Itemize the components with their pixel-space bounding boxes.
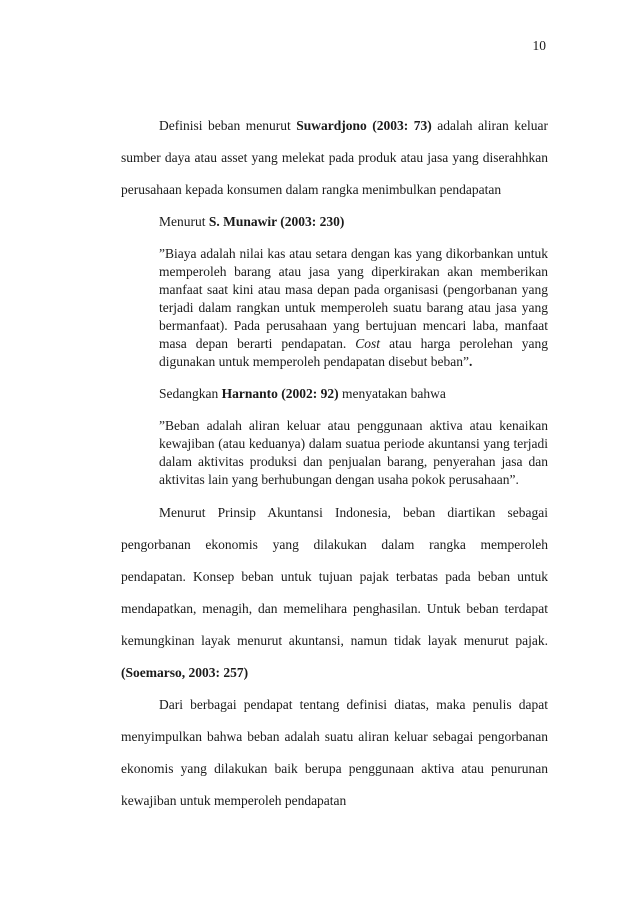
paragraph-harnanto-intro (159, 378, 548, 410)
quote-harnanto: ”Beban adalah aliran keluar atau penggunaan aktiva atau kenaikan kewajiban (atau keduanya) dalam suatua periode akuntansi yang terjadi dalam aktivitas produksi dan penjualan barang, penyerahan jasa dan aktivitas lain yang berhubungan dengan usaha pokok perusahaan”. (159, 418, 548, 487)
paragraph-pai (121, 497, 548, 689)
paragraph-text: menyatakan bahwa (338, 386, 446, 401)
citation: S. Munawir (2003: 230) (208, 214, 345, 229)
paragraph-text: Menurut (159, 214, 209, 229)
quote-end: . (469, 354, 473, 369)
page-body (121, 110, 548, 817)
paragraph-text: Definisi beban menurut (159, 118, 297, 133)
paragraph-suwardjono (121, 110, 548, 206)
paragraph-conclusion: Dari berbagai pendapat tentang definisi diatas, maka penulis dapat menyimpulkan bahwa beban adalah suatu aliran keluar sebagai pengorbanan ekonomis yang dilakukan baik berupa penggunaan aktiva atau penurunan kewajiban untuk memperoleh pendapatan (121, 697, 548, 808)
paragraph-text: adalah aliran keluar sumber daya atau asset yang melekat pada produk atau jasa yang diserahhkan perusahaan kepada konsumen dalam rangka menimbulkan pendapatan (121, 118, 548, 197)
citation: Harnanto (2002: 92) (221, 386, 339, 401)
page-number: 10 (532, 38, 546, 53)
quote-text: ”Biaya adalah nilai kas atau setara dengan kas yang dikorbankan untuk memperoleh barang atau jasa yang diperkirakan akan memberikan manfaat saat kini atau masa depan pada organisasi (pengorbanan yang terjadi dalam rangkan untuk memperoleh suatu barang atau jasa yang bermanfaat). Pada perusahaan yang bertujuan mencari laba, manfaat masa depan berarti pendapatan. (159, 246, 548, 351)
paragraph-munawir-intro (159, 206, 548, 238)
citation: Suwardjono (2003: 73) (296, 118, 432, 133)
paragraph-text: Menurut Prinsip Akuntansi Indonesia, beban diartikan sebagai pengorbanan ekonomis yang dilakukan dalam rangka memperoleh pendapatan. Konsep beban untuk tujuan pajak terbatas pada beban untuk mendapatkan, menagih, dan memelihara penghasilan. Untuk beban terdapat kemungkinan layak menurut akuntansi, namun tidak layak menurut pajak. (121, 505, 548, 648)
quote-munawir (159, 245, 548, 371)
paragraph-text: Sedangkan (159, 386, 222, 401)
citation: (Soemarso, 2003: 257) (121, 665, 249, 680)
quote-italic-term: Cost (355, 336, 381, 351)
quote-text: atau harga perolehan yang digunakan untuk memperoleh pendapatan disebut beban” (159, 336, 548, 369)
